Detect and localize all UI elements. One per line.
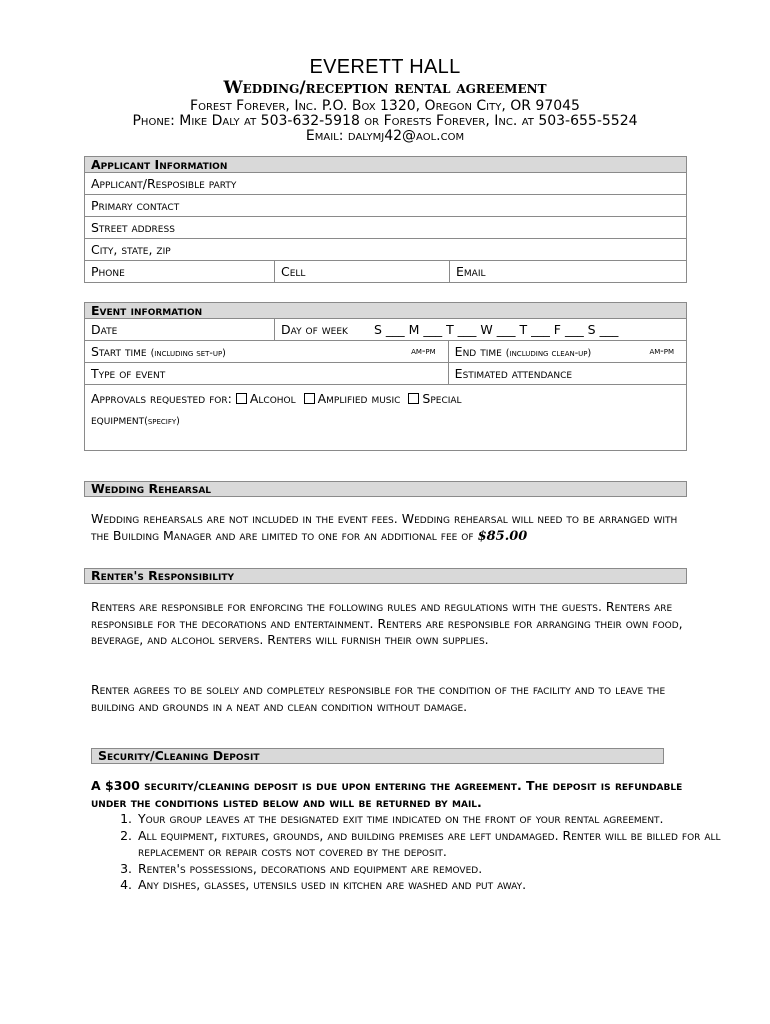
end-ampm: am-pm	[649, 346, 674, 357]
responsibility-paragraph-2: Renter agrees to be solely and completely responsible for the condition of the facility and to leave the building and grounds in a neat and clean condition without damage.	[91, 682, 666, 714]
special-label: Special	[422, 391, 462, 406]
primary-contact-field[interactable]: Primary contact	[85, 195, 687, 217]
alcohol-label: Alcohol	[249, 391, 296, 406]
deposit-intro: A $300 security/cleaning deposit is due upon entering the agreement. The deposit is refundable under the conditions listed below and will be returned by mail.	[91, 778, 683, 810]
email-field[interactable]: Email	[450, 261, 687, 283]
city-state-zip-field[interactable]: City, state, zip	[85, 239, 687, 261]
day-of-week-label: Day of week	[281, 322, 348, 337]
rehearsal-section-title: Wedding Rehearsal	[84, 481, 687, 497]
start-time-note: (including set-up)	[150, 348, 226, 359]
deposit-condition-2: 2. All equipment, fixtures, grounds, and building premises are left undamaged. Renter will be billed for all replacement or repair costs not covered by the deposit.	[136, 828, 726, 861]
rehearsal-paragraph	[91, 511, 691, 545]
page-title: EVERETT HALL	[309, 56, 461, 78]
end-time-label: End time	[454, 344, 502, 359]
estimated-attendance-field[interactable]: Estimated attendance	[448, 363, 686, 385]
deposit-condition-1: 1. Your group leaves at the designated exit time indicated on the front of your rental agreement.	[136, 811, 726, 828]
special-equipment-checkbox[interactable]	[408, 393, 419, 404]
email-line: Email: dalymj42@aol.com	[305, 128, 465, 144]
page-subtitle: Wedding/reception rental agreement	[223, 78, 547, 98]
specify-label: (specify)	[144, 416, 180, 427]
phone-line: Phone: Mike Daly at 503-632-5918 or Forests Forever, Inc. at 503-655-5524	[132, 113, 638, 129]
rehearsal-text: Wedding rehearsals are not included in the event fees. Wedding rehearsal will need to be arranged with the Building Manager and are limited to one for an additional fee of	[91, 511, 678, 543]
approvals-label: Approvals requested for:	[91, 391, 232, 406]
start-time-label: Start time	[91, 344, 147, 359]
rehearsal-fee: $85.00	[477, 528, 528, 544]
deposit-condition-4: 4. Any dishes, glasses, utensils used in kitchen are washed and put away.	[136, 877, 726, 894]
event-table	[84, 302, 687, 451]
end-time-note: (including clean-up)	[505, 348, 592, 359]
responsibility-section-title: Renter's Responsibility	[84, 568, 687, 584]
day-of-week-options: S ___ M ___ T ___ W ___ T ___ F ___ S ___	[373, 322, 619, 337]
date-field[interactable]: Date	[85, 319, 275, 341]
street-address-field[interactable]: Street address	[85, 217, 687, 239]
start-time-field[interactable]	[85, 341, 449, 363]
applicant-section-title: Applicant Information	[85, 157, 687, 173]
address-line: Forest Forever, Inc. P.O. Box 1320, Oregon City, OR 97045	[190, 98, 580, 114]
end-time-field[interactable]	[448, 341, 686, 363]
equipment-label: equipment	[91, 412, 145, 427]
deposit-conditions-list	[91, 811, 726, 894]
responsibility-paragraph-1: Renters are responsible for enforcing the following rules and regulations with the guests. Renters are responsible for the decorations and entertainment. Renters are responsible for arranging their own food, beverage, and alcohol servers. Renters will furnish their own supplies.	[91, 599, 683, 647]
responsible-party-field[interactable]: Applicant/Resposible party	[85, 173, 687, 195]
type-of-event-field[interactable]: Type of event	[85, 363, 449, 385]
cell-field[interactable]: Cell	[275, 261, 450, 283]
approvals-field	[85, 385, 687, 451]
day-of-week-field[interactable]	[275, 319, 687, 341]
phone-field[interactable]: Phone	[85, 261, 275, 283]
alcohol-checkbox[interactable]	[236, 393, 247, 404]
amplified-music-checkbox[interactable]	[304, 393, 315, 404]
deposit-condition-3: 3. Renter's possessions, decorations and equipment are removed.	[136, 861, 726, 878]
start-ampm: am-pm	[411, 346, 436, 357]
event-section-title: Event information	[85, 303, 687, 319]
amplified-music-label: Amplified music	[317, 391, 401, 406]
deposit-section-title: Security/Cleaning Deposit	[91, 748, 664, 764]
applicant-table	[84, 156, 687, 283]
